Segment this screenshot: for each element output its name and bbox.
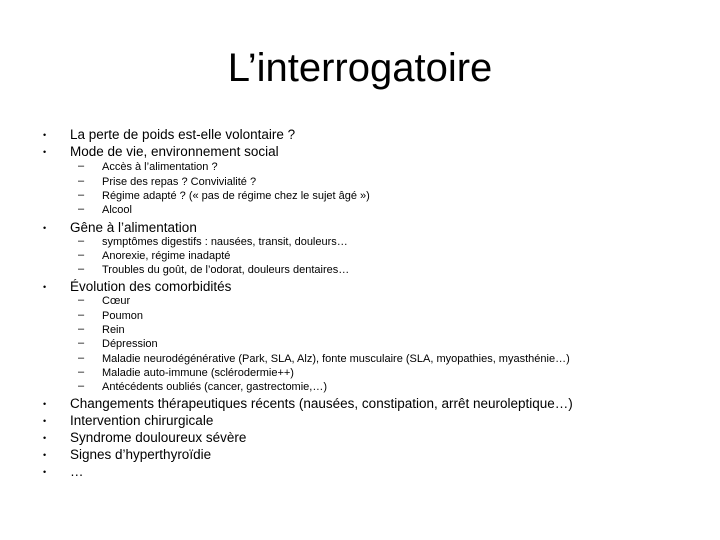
sub-list-item: Rein <box>102 324 125 336</box>
sub-list-item: Anorexie, régime inadapté <box>102 250 231 262</box>
sub-bullet-marker: – <box>78 380 85 392</box>
list-item: Mode de vie, environnement social <box>70 144 279 159</box>
sub-list-item: symptômes digestifs : nausées, transit, douleurs… <box>102 236 348 248</box>
sub-list-item: Troubles du goût, de l’odorat, douleurs dentaires… <box>102 264 350 276</box>
list-item: La perte de poids est-elle volontaire ? <box>70 127 296 142</box>
list-item: Signes d’hyperthyroïdie <box>70 447 212 462</box>
sub-bullet-marker: – <box>78 337 85 349</box>
sub-bullet-marker: – <box>78 323 85 335</box>
sub-bullet-marker: – <box>78 249 85 261</box>
sub-bullet-marker: – <box>78 175 85 187</box>
sub-list-item: Régime adapté ? (« pas de régime chez le sujet âgé ») <box>102 190 370 202</box>
sub-bullet-marker: – <box>78 309 85 321</box>
sub-list-item: Poumon <box>102 310 143 322</box>
bullet-marker: • <box>43 282 47 292</box>
sub-bullet-marker: – <box>78 352 85 364</box>
list-item: … <box>70 464 84 479</box>
list-item: Intervention chirurgicale <box>70 413 214 428</box>
bullet-marker: • <box>43 130 47 140</box>
sub-bullet-marker: – <box>78 203 85 215</box>
sub-bullet-marker: – <box>78 366 85 378</box>
sub-list-item: Maladie auto-immune (sclérodermie++) <box>102 367 294 379</box>
bullet-marker: • <box>43 433 47 443</box>
list-item: Syndrome douloureux sévère <box>70 430 247 445</box>
sub-bullet-marker: – <box>78 189 85 201</box>
sub-list-item: Cœur <box>102 295 131 307</box>
list-item: Évolution des comorbidités <box>70 279 232 294</box>
sub-bullet-marker: – <box>78 235 85 247</box>
bullet-marker: • <box>43 223 47 233</box>
sub-bullet-marker: – <box>78 263 85 275</box>
sub-list-item: Antécédents oubliés (cancer, gastrectomie,…) <box>102 381 328 393</box>
sub-list-item: Dépression <box>102 338 158 350</box>
slide-title: L’interrogatoire <box>227 46 493 90</box>
bullet-marker: • <box>43 147 47 157</box>
sub-bullet-marker: – <box>78 160 85 172</box>
sub-list-item: Accès à l’alimentation ? <box>102 161 218 173</box>
list-item: Changements thérapeutiques récents (nausées, constipation, arrêt neuroleptique…) <box>70 396 573 411</box>
sub-list-item: Alcool <box>102 204 132 216</box>
sub-bullet-marker: – <box>78 294 85 306</box>
bullet-marker: • <box>43 416 47 426</box>
sub-list-item: Prise des repas ? Convivialité ? <box>102 176 257 188</box>
bullet-marker: • <box>43 399 47 409</box>
bullet-marker: • <box>43 467 47 477</box>
sub-list-item: Maladie neurodégénérative (Park, SLA, Alz), fonte musculaire (SLA, myopathies, myasthénie…) <box>102 353 570 365</box>
list-item: Gêne à l’alimentation <box>70 220 197 235</box>
bullet-marker: • <box>43 450 47 460</box>
